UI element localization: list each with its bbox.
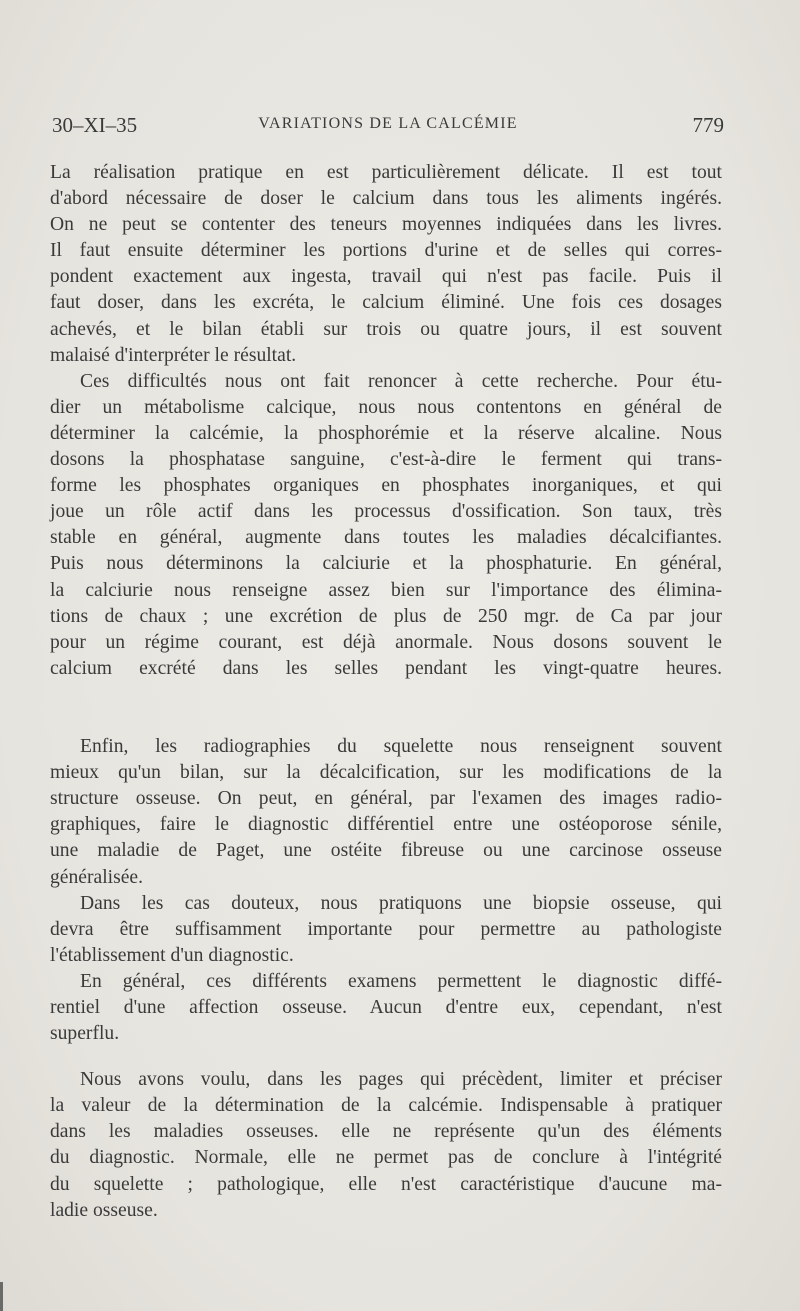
text-line: du squelette ; pathologique, elle n'est caractéristique d'aucune ma- [50, 1173, 722, 1195]
text-line [50, 708, 722, 734]
text-line: Enfin, les radiographies du squelette nous renseignent souvent [80, 736, 722, 758]
text-line: superflu. [50, 1023, 120, 1045]
text-line: mieux qu'un bilan, sur la décalcification, sur les modifications de la [50, 762, 722, 784]
paragraph-5 [50, 969, 722, 1047]
text-line: malaisé d'interpréter le résultat. [50, 344, 297, 366]
text-line: d'abord nécessaire de doser le calcium dans tous les aliments ingérés. [50, 188, 722, 210]
text-line: Puis nous déterminons la calciurie et la phosphaturie. En général, [50, 553, 722, 575]
paragraph-6 [50, 1067, 722, 1224]
text-line: Nous avons voulu, dans les pages qui précèdent, limiter et préciser [80, 1069, 722, 1091]
text-line: dosons la phosphatase sanguine, c'est-à-dire le ferment qui trans- [50, 449, 722, 471]
text-line: pour un régime courant, est déjà anormale. Nous dosons souvent le [50, 631, 722, 653]
page-number: 779 [692, 113, 724, 137]
page-header [52, 113, 724, 143]
text-line: déterminer la calcémie, la phosphorémie et la réserve alcaline. Nous [50, 422, 722, 444]
text-line: En général, ces différents examens permettent le diagnostic diffé- [80, 970, 722, 992]
text-line: dans les maladies osseuses. elle ne représente qu'un des éléments [50, 1121, 722, 1143]
text-line: du diagnostic. Normale, elle ne permet pas de conclure à l'intégrité [50, 1147, 722, 1169]
text-line: forme les phosphates organiques en phosphates inorganiques, et qui [50, 475, 722, 497]
text-line: Dans les cas douteux, nous pratiquons une biopsie osseuse, qui [80, 892, 722, 914]
text-line: rentiel d'une affection osseuse. Aucun d'entre eux, cependant, n'est [50, 997, 722, 1018]
body-text [50, 160, 722, 1224]
paragraph-4 [50, 891, 722, 969]
text-line: Ces difficultés nous ont fait renoncer à cette recherche. Pour étu- [80, 370, 722, 392]
running-title: VARIATIONS DE LA CALCÉMIE [258, 115, 518, 132]
text-line: Il faut ensuite déterminer les portions d'urine et de selles qui corres- [50, 240, 722, 262]
text-line: généralisée. [50, 866, 144, 888]
binding-edge-mark [0, 1282, 3, 1311]
text-line: achevés, et le bilan établi sur trois ou quatre jours, il est souvent [50, 318, 722, 340]
text-line: On ne peut se contenter des teneurs moyennes indiquées dans les livres. [50, 214, 722, 236]
text-line: la valeur de la détermination de la calcémie. Indispensable à pratiquer [50, 1095, 722, 1117]
text-line: structure osseuse. On peut, en général, par l'examen des images radio- [50, 788, 722, 810]
text-line [50, 682, 722, 708]
header-date: 30–XI–35 [52, 113, 138, 137]
text-line: devra être suffisamment importante pour permettre au pathologiste [50, 918, 722, 940]
text-line: tions de chaux ; une excrétion de plus de 250 mgr. de Ca par jour [50, 605, 722, 627]
text-line: joue un rôle actif dans les processus d'ossification. Son taux, très [50, 501, 722, 523]
text-line: dier un métabolisme calcique, nous nous contentons en général de [50, 396, 722, 418]
paragraph-3 [50, 734, 722, 891]
section-spacer [50, 1047, 722, 1067]
text-line: ladie osseuse. [50, 1199, 158, 1221]
text-line: stable en général, augmente dans toutes les maladies décalcifiantes. [50, 527, 722, 549]
text-line: une maladie de Paget, une ostéite fibreuse ou une carcinose osseuse [50, 840, 722, 862]
text-line: la calciurie nous renseigne assez bien sur l'importance des élimina- [50, 579, 722, 601]
text-line: pondent exactement aux ingesta, travail qui n'est pas facile. Puis il [50, 266, 722, 288]
text-line: l'établissement d'un diagnostic. [50, 944, 294, 966]
text-line: graphiques, faire le diagnostic différentiel entre une ostéoporose sénile, [50, 814, 722, 836]
paragraph-1 [50, 160, 722, 369]
text-line: calcium excrété dans les selles pendant les vingt-quatre heures. [50, 657, 722, 679]
text-line: La réalisation pratique en est particulièrement délicate. Il est tout [50, 162, 722, 183]
text-line: faut doser, dans les excréta, le calcium éliminé. Une fois ces dosages [50, 292, 722, 314]
paragraph-2 [50, 369, 722, 734]
